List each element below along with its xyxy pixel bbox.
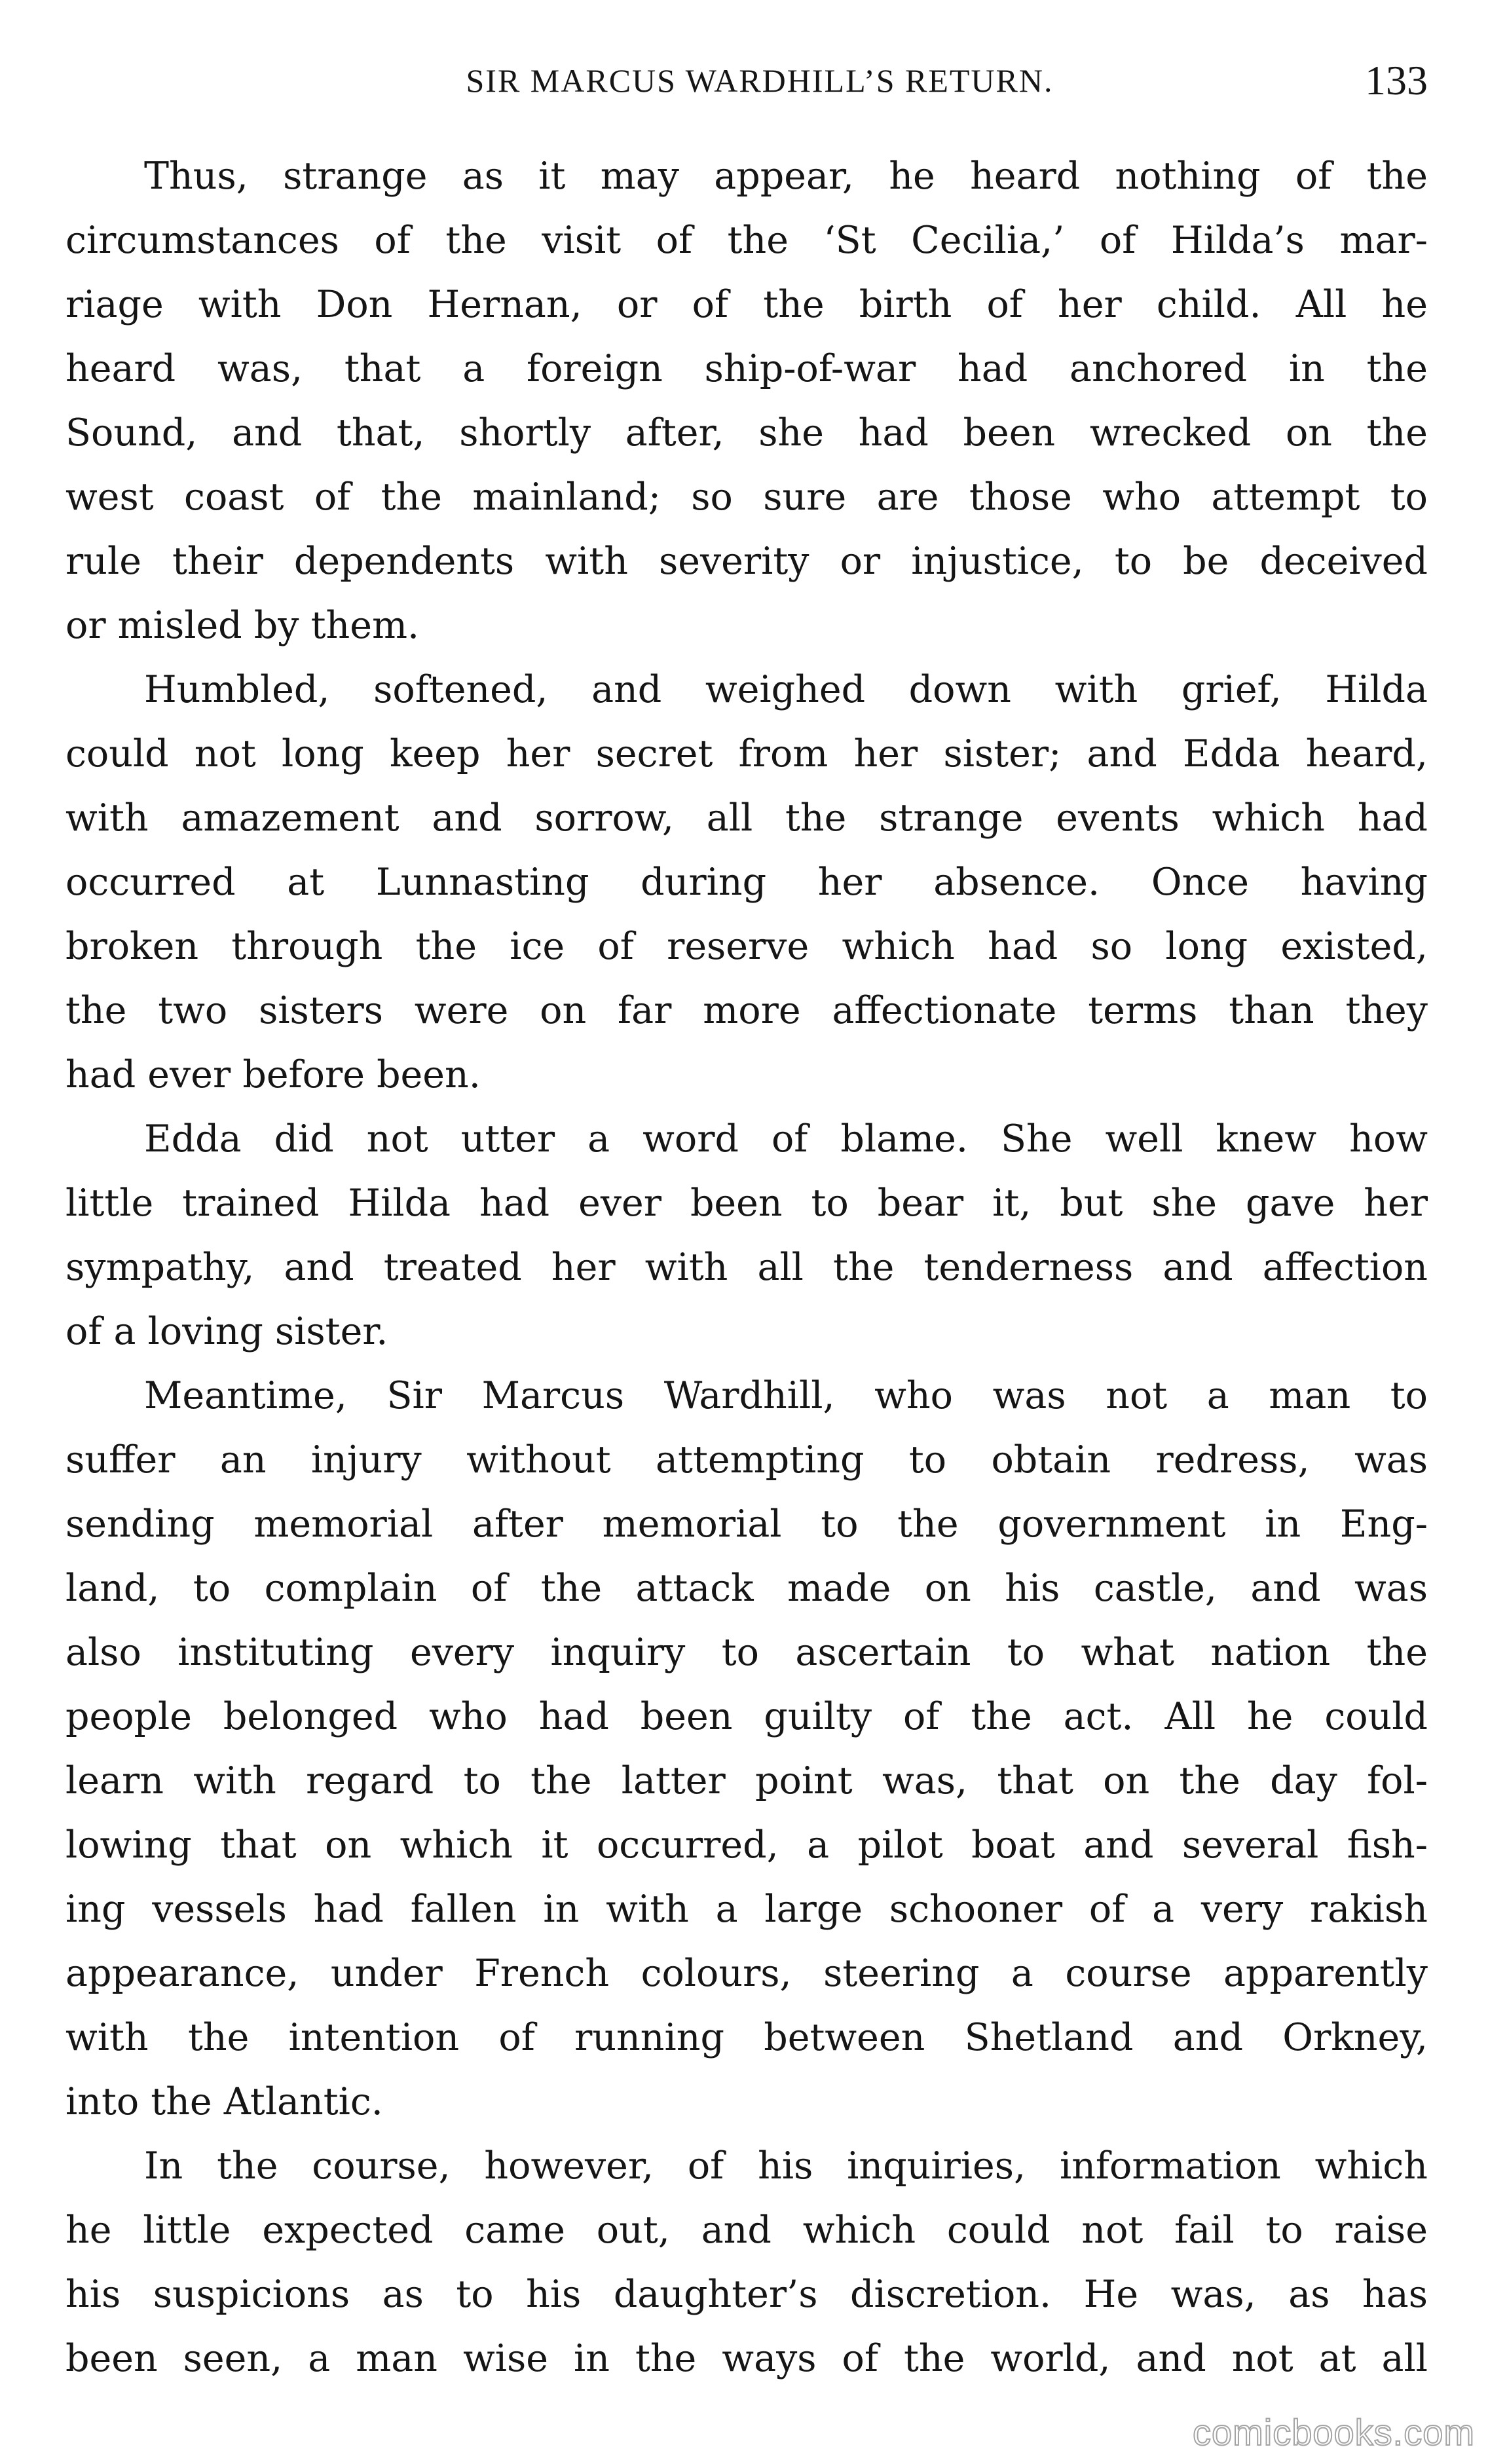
text-line: suffer an injury without attempting to obtain redress, was (65, 1438, 1428, 1482)
text-line: west coast of the mainland; so sure are those who attempt to (65, 476, 1428, 519)
text-line: Sound, and that, shortly after, she had been wrecked on the (65, 411, 1428, 455)
text-line: sympathy, and treated her with all the tenderness and affection (65, 1246, 1428, 1289)
body-text (65, 144, 1428, 2391)
watermark: comicbooks.com (1192, 2412, 1475, 2453)
paragraph (65, 658, 1428, 1107)
text-line: Meantime, Sir Marcus Wardhill, who was not a man to (144, 1374, 1428, 1417)
text-line: been seen, a man wise in the ways of the world, and not at all (65, 2337, 1428, 2380)
text-line: the two sisters were on far more affectionate terms than they (65, 989, 1428, 1032)
text-line: lowing that on which it occurred, a pilot boat and several fish- (65, 1823, 1428, 1867)
text-line: could not long keep her secret from her sister; and Edda heard, (65, 732, 1428, 775)
paragraph (65, 144, 1428, 658)
text-line: Humbled, softened, and weighed down with grief, Hilda (144, 668, 1428, 711)
page-number: 133 (1365, 57, 1428, 103)
text-line: heard was, that a foreign ship-of-war had anchored in the (65, 347, 1428, 390)
running-title: SIR MARCUS WARDHILL’S RETURN. (466, 62, 1054, 99)
running-header (65, 51, 1428, 110)
text-line: Thus, strange as it may appear, he heard nothing of the (144, 155, 1428, 198)
text-line: learn with regard to the latter point was, that on the day fol- (65, 1759, 1428, 1802)
text-line: sending memorial after memorial to the government in Eng- (65, 1503, 1428, 1546)
text-line: land, to complain of the attack made on his castle, and was (65, 1567, 1428, 1610)
text-line: circumstances of the visit of the ‘St Cecilia,’ of Hilda’s mar- (65, 219, 1428, 262)
paragraph (65, 1364, 1428, 2134)
text-line: rule their dependents with severity or injustice, to be deceived (65, 540, 1428, 583)
text-line: also instituting every inquiry to ascertain to what nation the (65, 1631, 1428, 1674)
text-line: or misled by them. (65, 604, 420, 647)
text-line: appearance, under French colours, steering a course apparently (65, 1952, 1428, 1995)
text-line: Edda did not utter a word of blame. She well knew how (144, 1117, 1428, 1161)
text-line: had ever before been. (65, 1053, 481, 1096)
text-line: broken through the ice of reserve which had so long existed, (65, 925, 1428, 968)
text-line: In the course, however, of his inquiries, information which (144, 2144, 1428, 2188)
text-line: with the intention of running between Shetland and Orkney, (65, 2016, 1428, 2059)
text-line: into the Atlantic. (65, 2080, 383, 2123)
text-line: he little expected came out, and which could not fail to raise (65, 2209, 1428, 2252)
text-line: occurred at Lunnasting during her absence. Once having (65, 861, 1428, 904)
text-line: little trained Hilda had ever been to bear it, but she gave her (65, 1182, 1428, 1225)
text-line: with amazement and sorrow, all the strange events which had (65, 796, 1428, 840)
paragraph (65, 1107, 1428, 1364)
text-line: his suspicions as to his daughter’s discretion. He was, as has (65, 2273, 1428, 2316)
text-line: riage with Don Hernan, or of the birth of her child. All he (65, 283, 1428, 326)
text-line: ing vessels had fallen in with a large schooner of a very rakish (65, 1888, 1428, 1931)
text-line: of a loving sister. (65, 1310, 388, 1353)
text-line: people belonged who had been guilty of the act. All he could (65, 1695, 1428, 1738)
paragraph (65, 2134, 1428, 2391)
